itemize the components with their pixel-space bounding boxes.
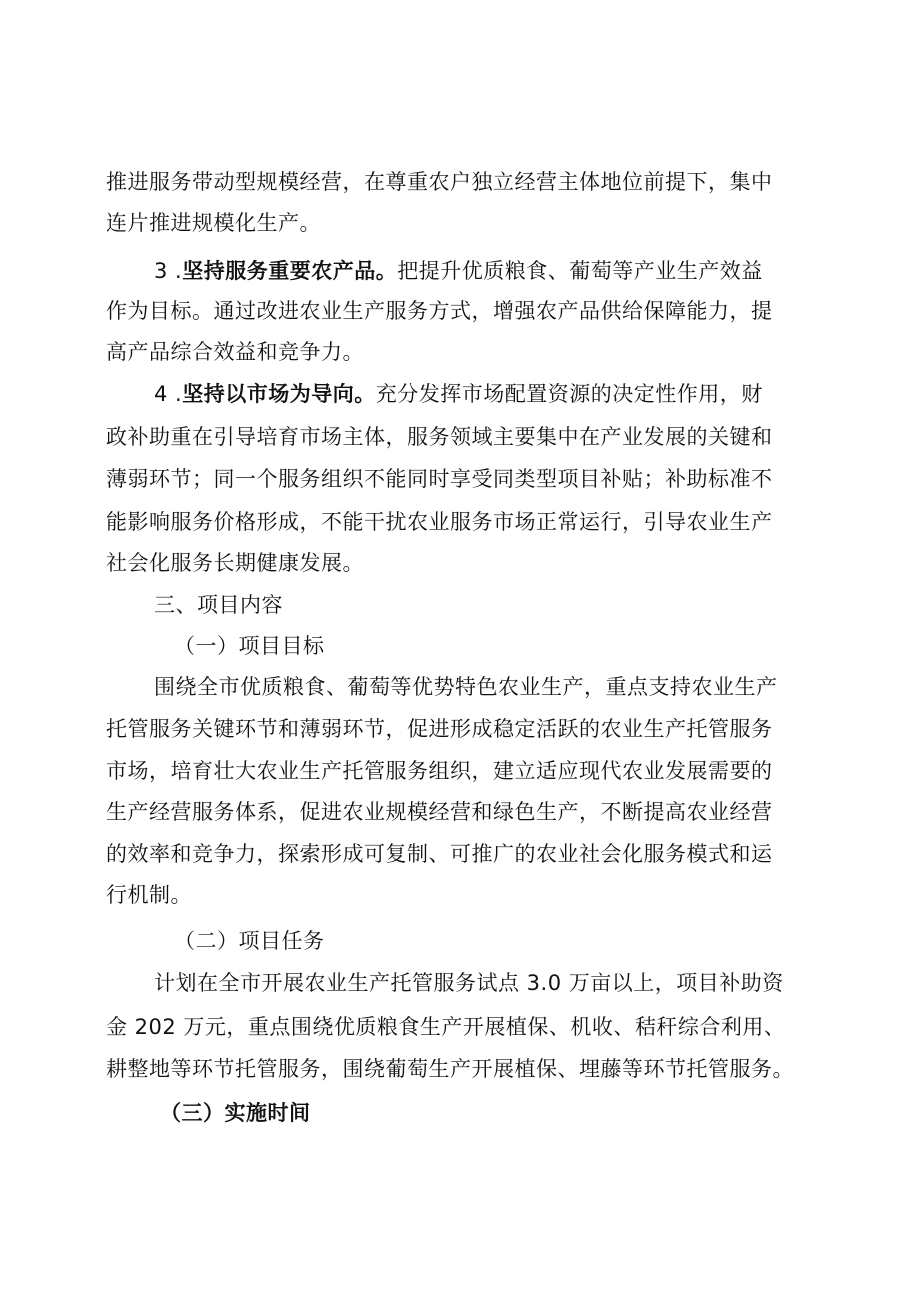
text-span: （三）实施时间: [160, 1101, 311, 1125]
bold-heading: 坚持以市场为导向。: [182, 382, 376, 406]
text-span: 把提升优质粮食、葡萄等产业生产效益: [397, 259, 763, 283]
paragraph-line: [106, 464, 773, 494]
paragraph-line: [106, 422, 773, 452]
paragraph-line: [106, 167, 773, 197]
section-heading: [154, 590, 283, 620]
text-span: （一）项目目标: [174, 634, 325, 658]
paragraph-line: [106, 548, 364, 578]
paragraph-line: [106, 296, 773, 326]
text-span: （二）项目任务: [174, 929, 325, 953]
text-span: 三、项目内容: [154, 593, 283, 617]
text-span: 充分发挥市场配置资源的决定性作用，财: [375, 382, 763, 406]
text-span: 作为目标。通过改进农业生产服务方式，增强农产品供给保障能力，提: [106, 299, 773, 323]
text-span: 高产品综合效益和竞争力。: [106, 340, 364, 364]
text-span: 能影响服务价格形成，不能干扰农业服务市场正常运行，引导农业生产: [106, 510, 773, 534]
text-span: 计划在全市开展农业生产托管服务试点 3.0 万亩以上，项目补助资: [154, 971, 784, 995]
bold-heading: 坚持服务重要农产品。: [182, 259, 398, 283]
text-span: 托管服务关键环节和薄弱环节，促进形成稳定活跃的农业生产托管服务: [106, 717, 773, 741]
text-span: 金 202 万元，重点围绕优质粮食生产开展植保、机收、秸秆综合利用、: [106, 1015, 786, 1039]
subsection-heading: [174, 926, 325, 956]
paragraph-line: [106, 839, 773, 869]
text-span: 耕整地等环节托管服务，围绕葡萄生产开展植保、埋藤等环节托管服务。: [106, 1057, 794, 1081]
list-number: 3 .: [154, 259, 183, 283]
text-span: 的效率和竞争力，探索形成可复制、可推广的农业社会化服务模式和运: [106, 842, 773, 866]
text-span: 薄弱环节；同一个服务组织不能同时享受同类型项目补贴；补助标准不: [106, 467, 773, 491]
text-span: 政补助重在引导培育市场主体，服务领域主要集中在产业发展的关键和: [106, 425, 773, 449]
paragraph-line: [106, 756, 773, 786]
text-span: 市场，培育壮大农业生产托管服务组织，建立适应现代农业发展需要的: [106, 759, 773, 783]
paragraph-line: [106, 507, 773, 537]
text-span: 推进服务带动型规模经营，在尊重农户独立经营主体地位前提下，集中: [106, 170, 773, 194]
text-span: 围绕全市优质粮食、葡萄等优势特色农业生产，重点支持农业生产: [154, 675, 778, 699]
subsection-heading: [160, 1098, 311, 1128]
paragraph-line: [154, 379, 763, 409]
text-span: 行机制。: [106, 883, 192, 907]
text-span: 生产经营服务体系，促进农业规模经营和绿色生产，不断提高农业经营: [106, 800, 773, 824]
paragraph-line: [106, 337, 364, 367]
paragraph-line: [106, 1012, 785, 1042]
paragraph-line: [106, 208, 321, 238]
paragraph-line: [154, 672, 778, 702]
paragraph-line: [106, 714, 773, 744]
subsection-heading: [174, 631, 325, 661]
paragraph-line: [154, 968, 784, 998]
text-span: 社会化服务长期健康发展。: [106, 551, 364, 575]
paragraph-line: [106, 880, 192, 910]
paragraph-line: [106, 797, 773, 827]
paragraph-line: [106, 1054, 794, 1084]
text-span: 连片推进规模化生产。: [106, 211, 321, 235]
list-number: 4 .: [154, 382, 183, 406]
paragraph-line: [154, 256, 763, 286]
